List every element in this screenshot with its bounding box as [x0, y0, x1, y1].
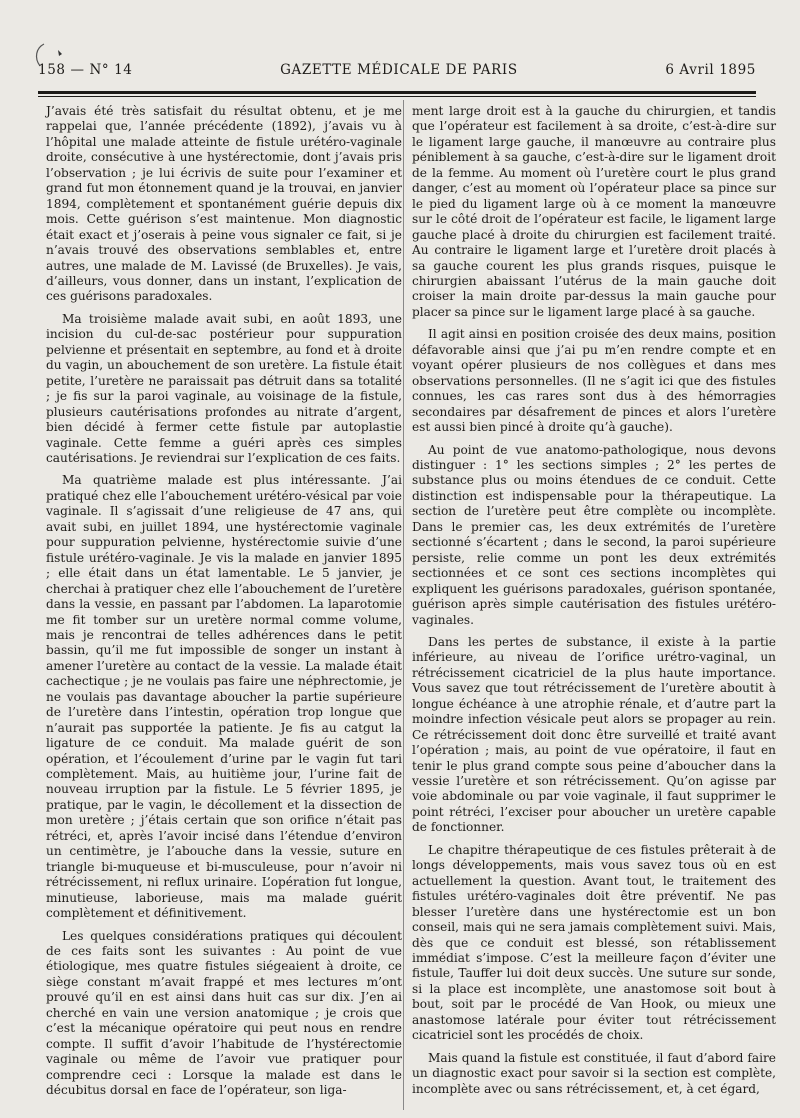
- right-column: [412, 104, 776, 1104]
- page-number: 158 — N° 14: [38, 62, 133, 78]
- paragraph: Au point de vue anatomo-pathologique, nous devons distinguer : 1° les sections simples ; 2° les pertes de substance plus ou moins étendues de ce conduit. Cette distinction est indispensable pour la thérapeutique. La section de l’uretère peut être complète ou incomplète. Dans le premier cas, les deux extrémités de l’uretère sectionné s’écartent ; dans le second, la paroi supérieure persiste, relie comme un pont les deux extrémités sectionnées et ce sont ces sections incomplètes qui expliquent les guérisons paradoxales, guérison spontanée, guérison après simple cautérisation des fistules urétéro-vaginales.: [412, 442, 776, 627]
- paragraph: Il agit ainsi en position croisée des deux mains, position défavorable ainsi que j’ai pu m’en rendre compte et en voyant opérer plusieurs de nos collègues et dans mes observations personnelles. (Il ne s’agit ici que des fistules connues, les cas rares sont dus à des hémorragies secondaires par désafrement de pinces et alors l’uretère est aussi bien pincé à droite qu’à gauche).: [412, 327, 776, 435]
- paragraph: Les quelques considérations pratiques qui découlent de ces faits sont les suivantes : Au point de vue étiologique, mes quatre fistules siégeaient à droite, ce siège constant m’avait frappé et mes lectures m’ont prouvé qu’il en est ainsi dans huit cas sur dix. J’en ai cherché en vain une version anatomique ; je crois que c’est la mécanique opératoire qui peut nous en rendre compte. Il suffit d’avoir l’habitude de l’hystérectomie vaginale ou même de l’avoir vue pratiquer pour comprendre ceci : Lorsque la malade est dans le décubitus dorsal en face de l’opérateur, son liga-: [46, 928, 402, 1098]
- paragraph: Ma quatrième malade est plus intéressante. J’ai pratiqué chez elle l’abouchement urétéro-vésical par voie vaginale. Il s’agissait d’une religieuse de 47 ans, qui avait subi, en juillet 1894, une hystérectomie vaginale pour suppuration pelvienne, hystérectomie suivie d’une fistule urétéro-vaginale. Je vis la malade en janvier 1895 ; elle était dans un état lamentable. Le 5 janvier, je cherchai à pratiquer chez elle l’abouchement de l’uretère dans la vessie, en passant par l’abdomen. La laparotomie me fit tomber sur un uretère normal comme volume, mais je rencontrai de telles adhérences dans le petit bassin, qu’il me fut impossible de songer un instant à amener l’uretère au contact de la vessie. La malade était cachectique ; je ne voulais pas faire une néphrectomie, je ne voulais pas davantage aboucher la partie supérieure de l’uretère dans l’intestin, opération trop longue que n’aurait pas supportée la patiente. Je fis au catgut la ligature de ce conduit. Ma malade guérit de son opération, et l’écoulement d’urine par le vagin fut tari complètement. Mais, au huitième jour, l’urine fait de nouveau irruption par la fistule. Le 5 février 1895, je pratique, par le vagin, le décollement et la dissection de mon uretère ; j’étais certain que son orifice n’était pas rétréci, et, après l’avoir incisé dans l’étendue d’environ un centimètre, je l’abouche dans la vessie, suture en triangle bi-muqueuse et bi-musculeuse, pour n’avoir ni rétrécissement, ni reflux urinaire. L’opération fut longue, minutieuse, laborieuse, mais ma malade guérit complètement et définitivement.: [46, 473, 402, 921]
- header-rule-thick: [38, 91, 756, 94]
- paragraph: Le chapitre thérapeutique de ces fistules prêterait à de longs développements, mais vous savez tous où en est actuellement la question. Avant tout, le traitement des fistules urétéro-vaginales doit être préventif. Ne pas blesser l’uretère dans une hystérectomie est un bon conseil, mais qui ne sera jamais complètement suivi. Mais, dès que ce conduit est blessé, son rétablissement immédiat s’impose. C’est la meilleure façon d’éviter une fistule, Tauffer lui doit deux succès. Une suture sur sonde, si la place est incomplète, une anastomose soit bout à bout, soit par le procédé de Van Hook, ou mieux une anastomose latérale pour éviter tout rétrécissement cicatriciel sont les procédés de choix.: [412, 842, 776, 1043]
- journal-title: GAZETTE MÉDICALE DE PARIS: [280, 62, 518, 78]
- paragraph: Mais quand la fistule est constituée, il faut d’abord faire un diagnostic exact pour savoir si la section est complète, incomplète avec ou sans rétrécissement, et, à cet égard,: [412, 1050, 776, 1096]
- left-column: [46, 104, 402, 1106]
- paragraph: ment large droit est à la gauche du chirurgien, et tandis que l’opérateur est facilement à sa droite, c’est-à-dire sur le ligament large gauche, il manœuvre au contraire plus péniblement à sa gauche, c’est-à-dire sur le ligament droit de la femme. Au moment où l’uretère court le plus grand danger, c’est au moment où l’opérateur place sa pince sur le pied du ligament large où à ce moment la manœuvre sur le côté droit de l’opérateur est facile, le ligament large gauche placé à droite du chirurgien est facilement traité. Au contraire le ligament large et l’uretère droit placés à sa gauche courent les plus grands risques, puisque le chirurgien abaissant l’utérus de la main gauche doit croiser la main droite par-dessus la main gauche pour placer sa pince sur le ligament large placé à sa gauche.: [412, 104, 776, 319]
- column-divider: [403, 100, 404, 1110]
- header-rule-thin: [38, 96, 756, 97]
- issue-date: 6 Avril 1895: [665, 62, 756, 78]
- paragraph: J’avais été très satisfait du résultat obtenu, et je me rappelai que, l’année précédente (1892), j’avais vu à l’hôpital une malade atteinte de fistule urétéro-vaginale droite, consécutive à une hystérectomie, dont j’avais pris l’observation ; je lui écrivis de suite pour l’examiner et grand fut mon étonnement quand je la trouvai, en janvier 1894, complètement et spontanément guérie depuis dix mois. Cette guérison s’est maintenue. Mon diagnostic était exact et j’oserais à peine vous signaler ce fait, si je n’avais trouvé des observations semblables et, entre autres, une malade de M. Lavissé (de Bruxelles). Je vais, d’ailleurs, vous donner, dans un instant, l’explication de ces guérisons paradoxales.: [46, 104, 402, 304]
- paragraph: Ma troisième malade avait subi, en août 1893, une incision du cul-de-sac postérieur pour suppuration pelvienne et présentait en septembre, au fond et à droite du vagin, un abouchement de son uretère. La fistule était petite, l’uretère ne paraissait pas détruit dans sa totalité ; je fis sur la paroi vaginale, au voisinage de la fistule, plusieurs cautérisations profondes au nitrate d’argent, bien décidé à fermer cette fistule par autoplastie vaginale. Cette femme a guéri après ces simples cautérisations. Je reviendrai sur l’explication de ces faits.: [46, 311, 402, 465]
- paragraph: Dans les pertes de substance, il existe à la partie inférieure, au niveau de l’orifice urétro-vaginal, un rétrécissement cicatriciel de la plus haute importance. Vous savez que tout rétrécissement de l’uretère aboutit à longue échéance à une atrophie rénale, et d’autre part la moindre infection vésicale peut alors se propager au rein. Ce rétrécissement doit donc être surveillé et traité avant l’opération ; mais, au point de vue opératoire, il faut en tenir le plus grand compte sous peine d’aboucher dans la vessie l’uretère et son rétrécissement. Qu’on agisse par voie abdominale ou par voie vaginale, il faut supprimer le point rétréci, l’exciser pour aboucher un uretère capable de fonctionner.: [412, 634, 776, 835]
- page-header: [38, 62, 756, 84]
